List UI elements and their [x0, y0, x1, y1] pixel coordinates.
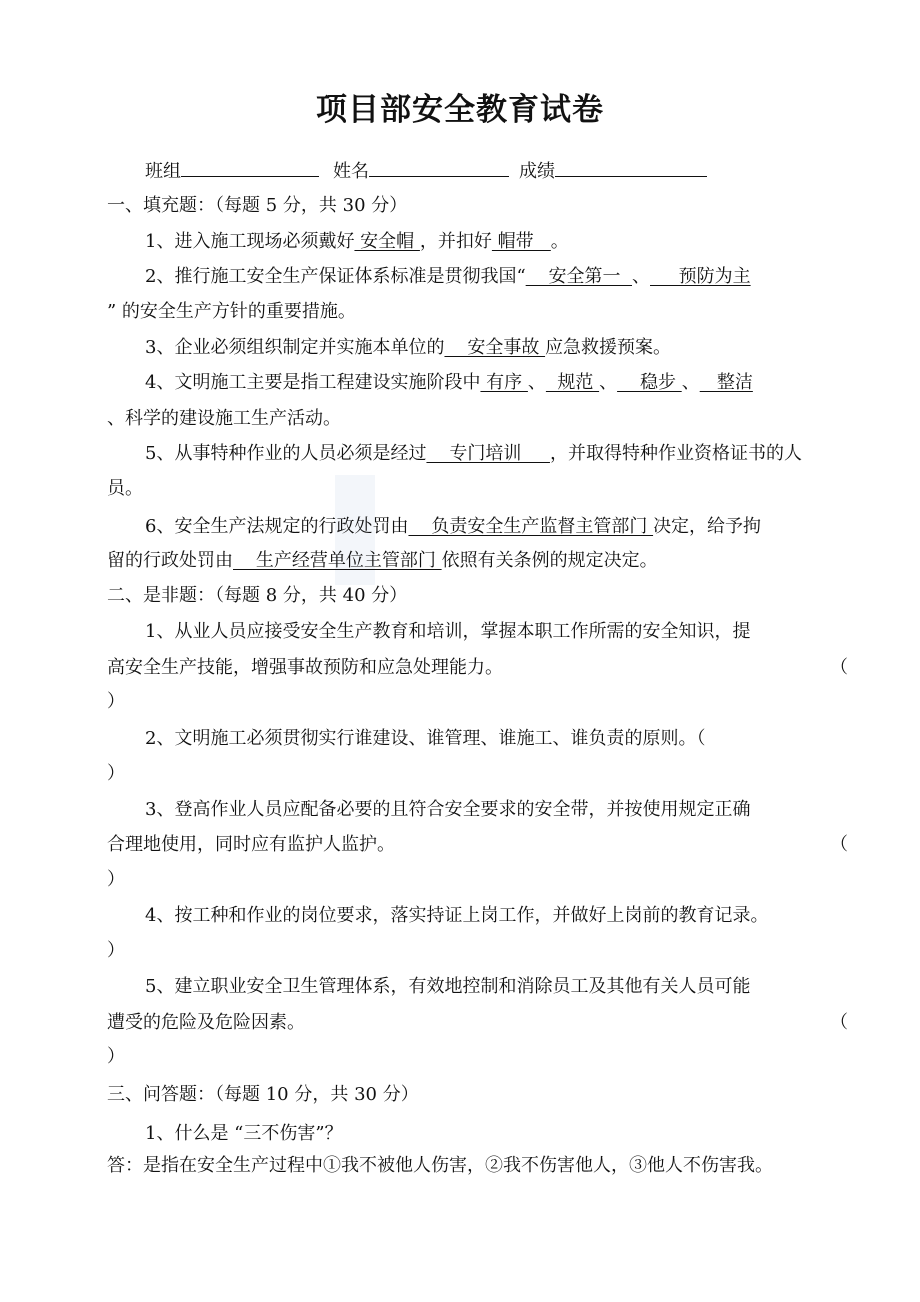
section-2-heading: 二、是非题：（每题 8 分，共 40 分） — [107, 585, 408, 606]
q1-4-answer-4: 整洁 — [699, 372, 753, 393]
q1-3-answer: 安全事故 — [444, 337, 546, 358]
q1-3-text: 3、企业必须组织制定并实施本单位的 — [145, 337, 445, 358]
q1-4-answer-1: 有序 — [480, 372, 528, 393]
q1-6-answer-1: 负责安全生产监督主管部门 — [408, 516, 654, 537]
q1-3 — [145, 336, 671, 360]
q1-2-text: 2、推行施工安全生产保证体系标准是贯彻我国“ — [145, 266, 526, 287]
q2-5-line-2: 遭受的危险及危险因素。 — [107, 1012, 305, 1033]
q2-2-close-paren: ） — [107, 763, 125, 784]
q2-1-line-2: 高安全生产技能，增强事故预防和应急处理能力。 — [107, 657, 503, 678]
name-label: 姓名 — [333, 161, 369, 182]
sep: 、 — [599, 372, 618, 393]
q2-3-line-1: 3、登高作业人员应配备必要的且符合安全要求的安全带，并按使用规定正确 — [145, 799, 751, 820]
q3-1-question: 1、什么是 “三不伤害”？ — [145, 1123, 343, 1144]
q2-3-open-paren: （ — [830, 834, 848, 855]
section-3-heading: 三、问答题：（每题 10 分，共 30 分） — [107, 1084, 419, 1105]
class-label: 班组 — [145, 161, 181, 182]
q1-2 — [145, 265, 751, 289]
q1-3-text-2: 应急救援预案。 — [545, 337, 672, 358]
score-blank[interactable] — [555, 158, 707, 177]
q1-4-text: 4、文明施工主要是指工程建设实施阶段中 — [145, 372, 481, 393]
q1-4-answer-3: 稳步 — [617, 372, 682, 393]
q1-2-answer-1: 安全第一 — [525, 266, 632, 287]
q1-6-text-4: 依照有关条例的规定决定。 — [441, 550, 658, 571]
header-fields — [145, 158, 707, 184]
q2-1-open-paren: （ — [830, 657, 848, 678]
q2-5-line-1: 5、建立职业安全卫生管理体系，有效地控制和消除员工及其他有关人员可能 — [145, 976, 751, 997]
q1-1-text-2: ，并扣好 — [419, 231, 492, 252]
q1-2-text-2: 、 — [632, 266, 650, 287]
q1-2-cont: ” 的安全生产方针的重要措施。 — [107, 301, 356, 322]
q2-3-line-2: 合理地使用，同时应有监护人监护。 — [107, 834, 395, 855]
q1-6-answer-2: 生产经营单位主管部门 — [233, 550, 442, 571]
q1-4-cont: 、科学的建设施工生产活动。 — [107, 408, 341, 429]
section-1-heading: 一、填充题：（每题 5 分，共 30 分） — [107, 195, 408, 216]
q1-2-answer-2: 预防为主 — [650, 266, 751, 287]
q2-5-close-paren: ） — [107, 1046, 125, 1067]
q2-2-line-1: 2、文明施工必须贯彻实行谁建设、谁管理、谁施工、谁负责的原则。（ — [145, 728, 706, 749]
q1-5-answer: 专门培训 — [426, 443, 550, 464]
name-blank[interactable] — [369, 158, 509, 177]
q1-5 — [145, 442, 802, 466]
q1-1 — [145, 230, 569, 254]
page-title: 项目部安全教育试卷 — [316, 92, 604, 128]
q2-4-close-paren: ） — [107, 940, 125, 961]
q2-1-line-1: 1、从业人员应接受安全生产教育和培训，掌握本职工作所需的安全知识，提 — [145, 621, 751, 642]
q1-6-text-2: 决定，给予拘 — [653, 516, 762, 537]
q2-4-line-1: 4、按工种和作业的岗位要求，落实持证上岗工作，并做好上岗前的教育记录。 — [145, 905, 769, 926]
q1-5-text-2: ，并取得特种作业资格证书的人 — [549, 443, 802, 464]
q1-4 — [145, 371, 753, 395]
q1-6-cont — [107, 549, 658, 573]
q1-1-answer-2: 帽带 — [491, 231, 551, 252]
q1-1-answer-1: 安全帽 — [354, 231, 420, 252]
q2-3-close-paren: ） — [107, 869, 125, 890]
q1-1-text-3: 。 — [550, 231, 569, 252]
q1-5-text: 5、从事特种作业的人员必须是经过 — [145, 443, 427, 464]
q2-1-close-paren: ） — [107, 691, 125, 712]
q1-6-text: 6、安全生产法规定的行政处罚由 — [145, 516, 409, 537]
score-label: 成绩 — [519, 161, 555, 182]
q1-6 — [145, 515, 761, 539]
sep: 、 — [527, 372, 546, 393]
q1-4-answer-2: 规范 — [545, 372, 600, 393]
q1-5-cont: 员。 — [107, 478, 143, 499]
q1-1-text: 1、进入施工现场必须戴好 — [145, 231, 355, 252]
q1-6-text-3: 留的行政处罚由 — [107, 550, 233, 571]
class-blank[interactable] — [181, 158, 319, 177]
q2-5-open-paren: （ — [830, 1012, 848, 1033]
sep: 、 — [681, 372, 700, 393]
q3-1-answer: 答：是指在安全生产过程中①我不被他人伤害，②我不伤害他人，③他人不伤害我。 — [107, 1155, 773, 1176]
